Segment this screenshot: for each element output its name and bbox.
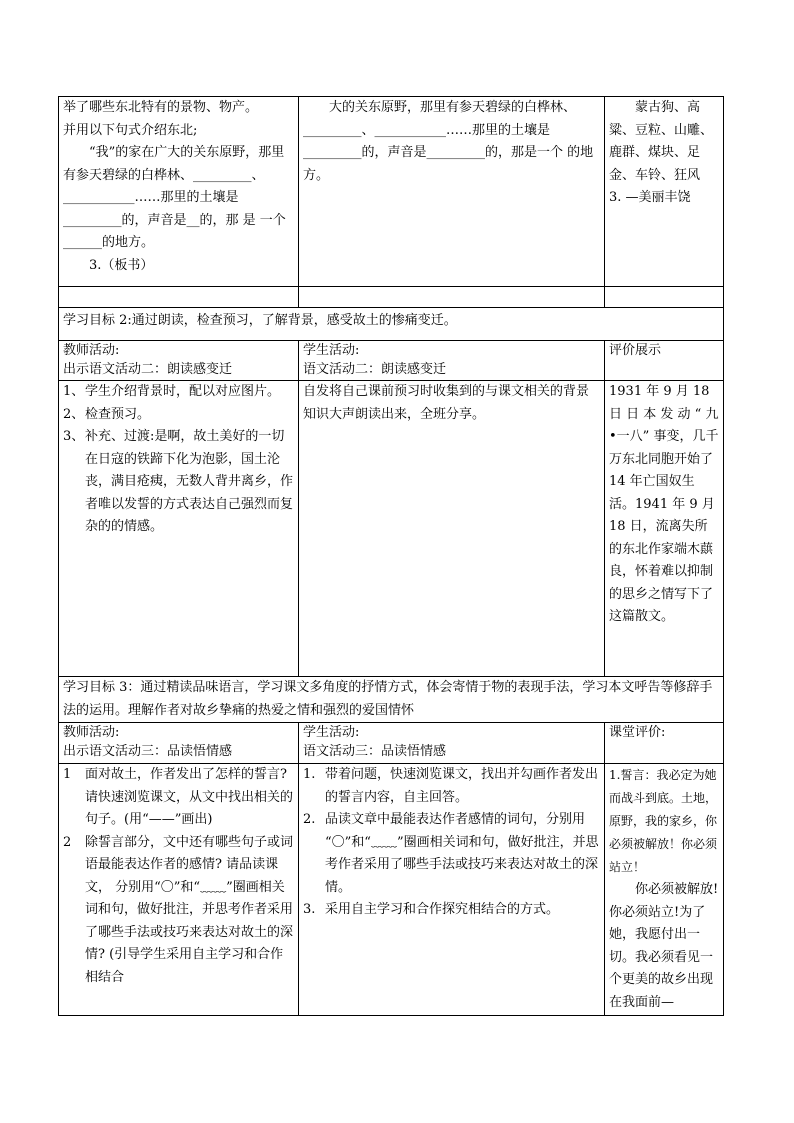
goal-2-row — [59, 308, 724, 341]
teacher-line-2: 并用以下句式介绍东北; — [63, 122, 198, 138]
continued-eval-cell — [605, 97, 724, 287]
section-3-teacher-header — [59, 723, 299, 764]
list-item: 3. 采用自主学习和合作探究相结合的方式。 — [303, 902, 560, 917]
section-2-teacher-cell — [59, 381, 299, 677]
goal-3-text: 学习目标 3：通过精读品味语言，学习课文多角度的抒情方式，体会寄情于物的表现手法，学习本文呼告等修辞手法的运用。理解作者对故乡挚痛的热爱之情和强烈的爱国情怀 — [59, 677, 724, 723]
student-steps-list — [303, 764, 600, 922]
continued-student-cell: 大的关东原野，那里有参天碧绿的白桦林、_________、___________……那里的土壤是_________的，声音是_________的，那是一个 的地方。 — [299, 97, 605, 287]
empty-cell — [605, 287, 724, 308]
teacher-activity-title: 出示语文活动二：朗读感变迁 — [63, 362, 233, 377]
teacher-questions-list — [63, 764, 294, 989]
eval-keywords: 蒙古狗、高粱、豆粒、山雕、鹿群、煤块、足金、车铃、狂风 — [609, 100, 714, 183]
section-2-body-row — [59, 381, 724, 677]
empty-cell — [59, 287, 299, 308]
section-2-eval-cell: 1931 年 9 月 18 日 日 本 发 动 “ 九 •一八” 事变，几千万东北同胞开始了 14 年亡国奴生活。1941 年 9 月 18 日，流离失所的东北作家端木蕻良，怀着难以抑制的思乡之情写下了这篇散文。 — [605, 381, 724, 677]
section-2-teacher-header — [59, 341, 299, 381]
teacher-steps-list — [63, 381, 294, 539]
continued-teacher-cell — [59, 97, 299, 287]
eval-oath-quote: 你必须被解放!你必须站立!为了她，我愿付出一切。我必须看见一个更美的故乡出现在我面前— — [609, 882, 719, 1010]
teacher-board-note: 3.（板书） — [89, 257, 154, 273]
section-2-header-row — [59, 341, 724, 381]
teacher-activity-label: 教师活动: — [63, 725, 120, 740]
section-3-header-row — [59, 723, 724, 764]
student-activity-label: 学生活动: — [303, 725, 360, 740]
list-item: 2. 品读文章中最能表达作者感情的词句，分别用 “〇”和“﹏﹏”圈画相关词和句，做好批注，并思考作者采用了哪些手法或技巧来表达对故土的深情。 — [303, 812, 599, 895]
section-3-eval-header: 课堂评价: — [605, 723, 724, 764]
continued-row — [59, 97, 724, 287]
student-activity-title: 语文活动二：朗读感变迁 — [303, 362, 447, 377]
section-3-student-cell — [299, 764, 605, 1016]
list-item: 1 面对故土，作者发出了怎样的誓言?请快速浏览课文，从文中找出相关的句子。(用“——”画出) — [63, 767, 294, 827]
teacher-activity-label: 教师活动: — [63, 343, 120, 358]
section-3-eval-cell — [605, 764, 724, 1016]
lesson-plan-table — [58, 96, 724, 1016]
list-item: 1. 带着问题，快速浏览课文，找出并勾画作者发出的誓言内容，自主回答。 — [303, 767, 599, 805]
section-3-teacher-cell — [59, 764, 299, 1016]
list-item: 3、 补充、过渡:是啊，故土美好的一切在日寇的铁蹄下化为泡影，国土沦丧，满目疮痍，无数人背井离乡，作者唯以发誓的方式表达自己强烈而复 杂的的情感。 — [63, 429, 294, 534]
teacher-line-1: 举了哪些东北特有的景物、物产。 — [63, 100, 259, 115]
list-item: 1、 学生介绍背景时，配以对应图片。 — [63, 384, 281, 399]
eval-summary: 3. —美丽丰饶 — [609, 190, 691, 205]
teacher-sentence-pattern: “我”的家在广大的关东原野，那里有参天碧绿的白桦林、_________、___________……那里的土壤是_________的，声音是__的，那 是 一个______的地方。 — [63, 145, 286, 250]
goal-3-row — [59, 677, 724, 723]
student-activity-label: 学生活动: — [303, 343, 360, 358]
section-3-student-header — [299, 723, 605, 764]
eval-oath-summary: 1.誓言：我必定为她而战斗到底。土地，原野，我的家乡，你必须被解放！你必须站立！ — [609, 768, 718, 874]
empty-cell — [299, 287, 605, 308]
section-2-student-header — [299, 341, 605, 381]
list-item: 2 除誓言部分，文中还有哪些句子或词语最能表达作者的感情? 请品读课文， 分别用“〇”和“﹏﹏”圈画相关词和句，做好批注，并思考作者采用了哪些手法或技巧来表达对故土的深情? (引导学生采用自主学习和合作相结合 — [63, 834, 294, 985]
goal-2-text: 学习目标 2:通过朗读，检查预习，了解背景，感受故土的惨痛变迁。 — [59, 308, 724, 341]
section-2-eval-header: 评价展示 — [605, 341, 724, 381]
list-item: 2、 检查预习。 — [63, 406, 151, 422]
teacher-activity-title: 出示语文活动三：品读悟情感 — [63, 744, 233, 759]
section-3-body-row — [59, 764, 724, 1016]
empty-row — [59, 287, 724, 308]
student-activity-title: 语文活动三：品读悟情感 — [303, 744, 447, 759]
section-2-student-cell: 自发将自己课前预习时收集到的与课文相关的背景知识大声朗读出来，全班分享。 — [299, 381, 605, 677]
